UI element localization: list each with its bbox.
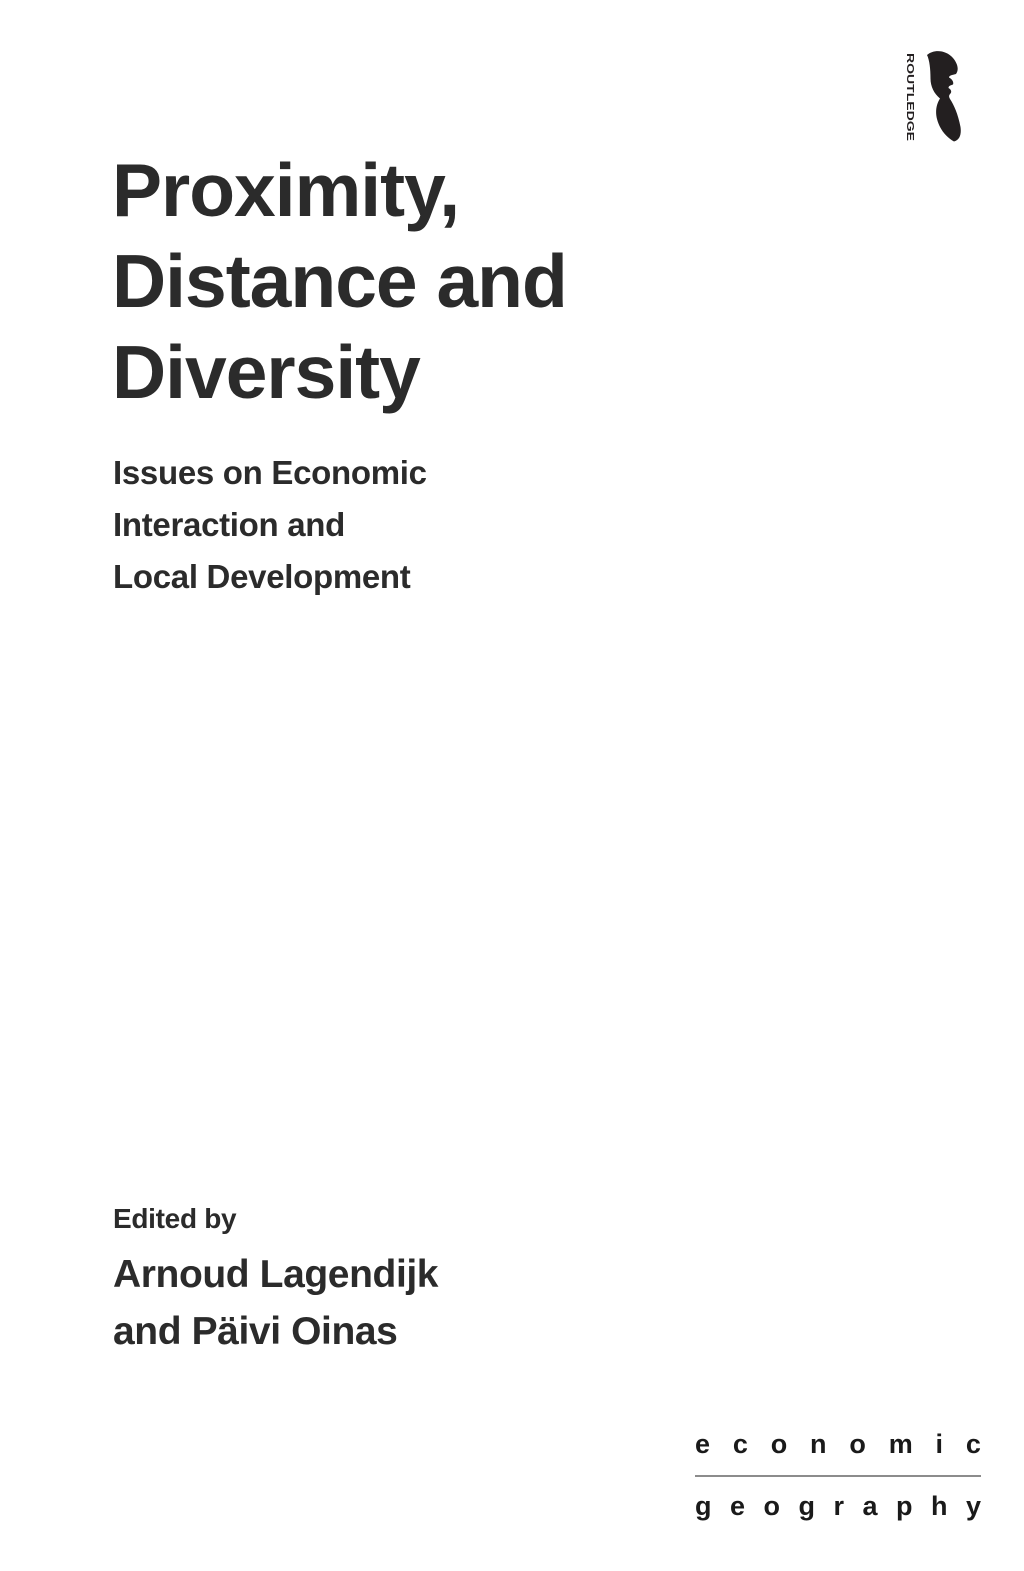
series-divider-rule [695,1475,981,1477]
editor-names [113,1246,438,1360]
edited-by-label: Edited by [113,1203,237,1234]
editor-name-line-1: Arnoud Lagendijk [113,1253,439,1296]
subtitle-line-1: Issues on Economic [113,454,427,491]
routledge-r-mark-icon [927,51,961,141]
routledge-wordmark: ROUTLEDGE [904,53,916,119]
series-word-economic: e c o n o m i c [695,1429,981,1459]
series-word-geography: g e o g r a p h y [695,1491,981,1521]
subtitle-line-2: Interaction and [113,506,346,543]
editors-block [113,1202,438,1360]
title-line-1: Proximity, [112,148,460,232]
title-line-2: Distance and [112,239,567,323]
series-marker [695,1430,981,1521]
book-subtitle [113,447,427,603]
routledge-logo-icon [903,48,965,146]
subtitle-line-3: Local Development [113,558,411,595]
book-title [112,145,567,418]
editor-name-line-2: and Päivi Oinas [113,1310,398,1353]
title-line-3: Diversity [112,330,420,414]
routledge-logo [903,48,965,146]
